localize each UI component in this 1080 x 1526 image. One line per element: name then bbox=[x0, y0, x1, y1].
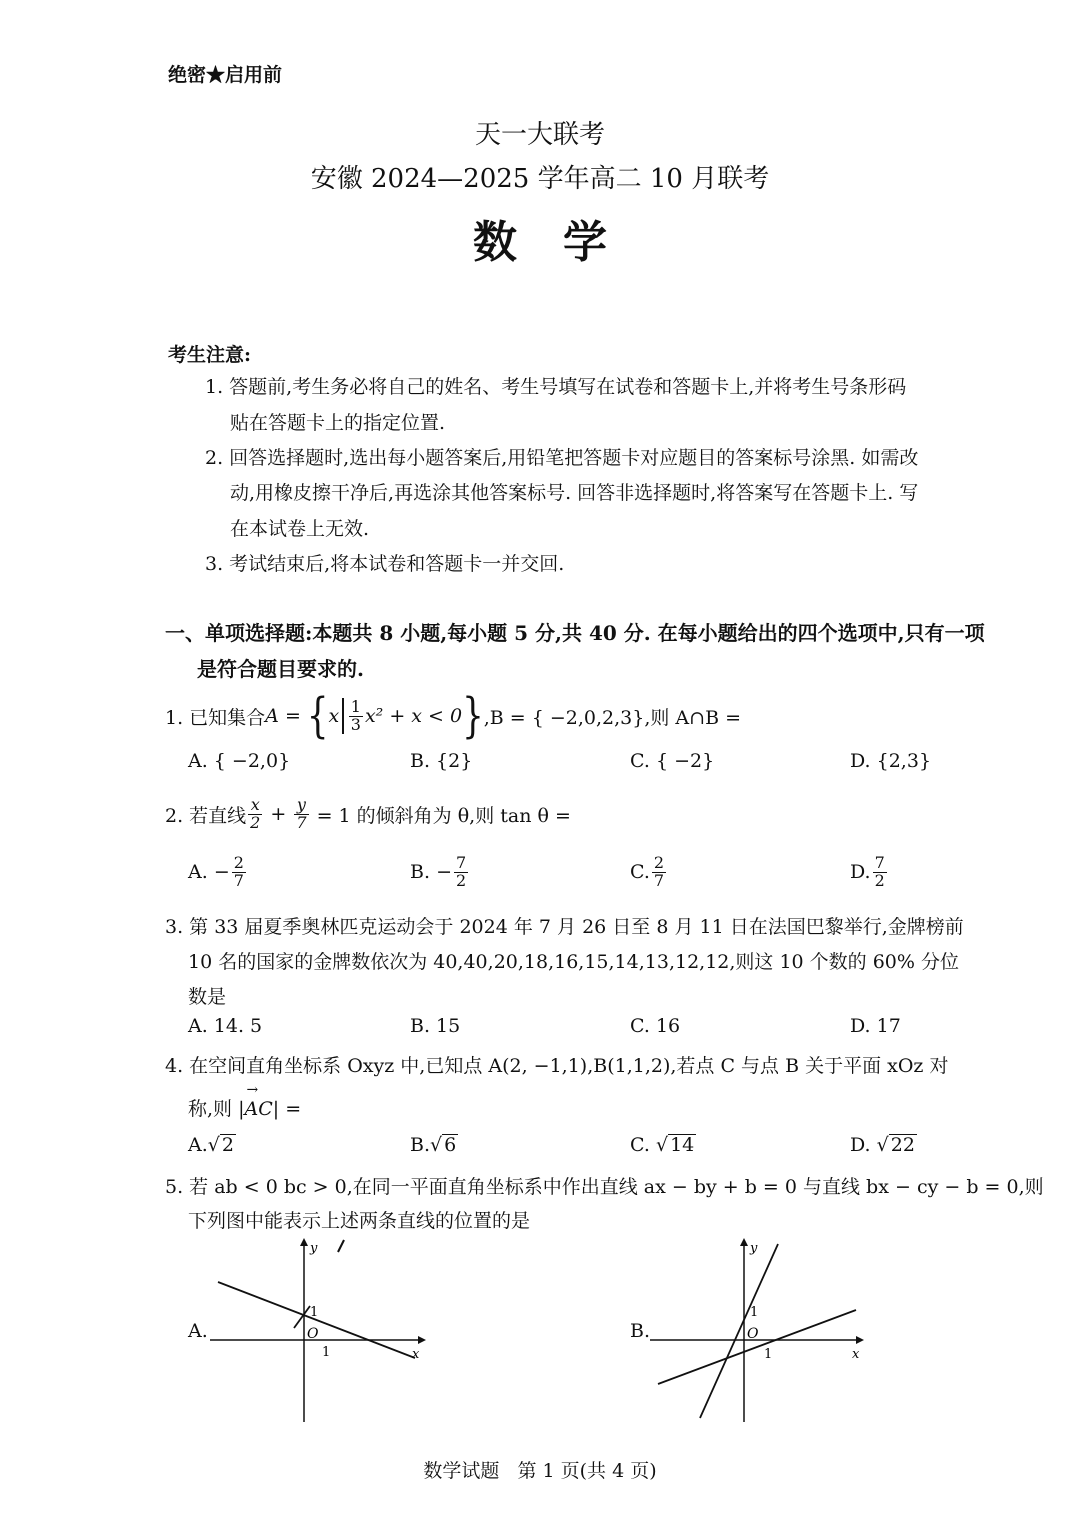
notice-line: 1. 答题前,考生务必将自己的姓名、考生号填写在试卷和答题卡上,并将考生号条形码 bbox=[205, 376, 907, 398]
figure-b-x-arrow bbox=[856, 1336, 864, 1344]
q2-option-b: B. − $\frac{7}{2}$ bbox=[410, 852, 467, 890]
figure-b-y-arrow bbox=[740, 1238, 748, 1246]
figure-a-line-mark bbox=[338, 1240, 344, 1252]
notice-title: 考生注意: bbox=[168, 344, 252, 366]
question-2: 2. 若直线 $\frac{x}{2}$ + $\frac{y}{7}$ = 1 的倾斜角为 θ,则 tan θ = bbox=[165, 794, 571, 832]
q4-option-b: B.√ 6 bbox=[410, 1134, 457, 1156]
q3-option-d: D. 17 bbox=[850, 1015, 901, 1037]
section-heading-cont: 是符合题目要求的. bbox=[197, 657, 364, 681]
figure-a-x-arrow bbox=[418, 1336, 426, 1344]
question-3-line: 3. 第 33 届夏季奥林匹克运动会于 2024 年 7 月 26 日至 8 月 11 日在法国巴黎举行,金牌榜前 bbox=[165, 916, 964, 938]
page-footer: 数学试题 第 1 页(共 4 页) bbox=[423, 1460, 657, 1482]
q4-option-c: C. √ 14 bbox=[630, 1134, 695, 1156]
figure-a-x-label: x bbox=[412, 1347, 420, 1362]
figure-a-one-x: 1 bbox=[322, 1345, 331, 1360]
question-3-line: 10 名的国家的金牌数依次为 40,40,20,18,16,15,14,13,12,12,则这 10 个数的 60% 分位 bbox=[188, 951, 959, 973]
figure-b-origin: O bbox=[747, 1326, 759, 1342]
figure-b-label: B. bbox=[630, 1320, 651, 1342]
q1-option-a: A. { −2,0} bbox=[188, 750, 291, 772]
secret-mark: 绝密★启用前 bbox=[168, 64, 283, 86]
figure-a-label: A. bbox=[188, 1320, 208, 1342]
question-3-line: 数是 bbox=[188, 986, 227, 1008]
figure-b-x-label: x bbox=[852, 1347, 860, 1362]
q1-option-c: C. { −2} bbox=[630, 750, 715, 772]
notice-line: 在本试卷上无效. bbox=[230, 518, 370, 540]
q3-option-c: C. 16 bbox=[630, 1015, 681, 1037]
notice-line: 3. 考试结束后,将本试卷和答题卡一并交回. bbox=[205, 553, 565, 575]
q2-option-a: A. − $\frac{2}{7}$ bbox=[188, 852, 244, 890]
q2-option-d: D. $\frac{7}{2}$ bbox=[850, 852, 885, 890]
q4-option-d: D. √ 22 bbox=[850, 1134, 915, 1156]
figure-b-one-x: 1 bbox=[764, 1347, 773, 1362]
figure-a-origin: O bbox=[307, 1326, 319, 1342]
q3-option-a: A. 14. 5 bbox=[188, 1015, 263, 1037]
figure-b bbox=[650, 1236, 870, 1422]
q3-option-b: B. 15 bbox=[410, 1015, 461, 1037]
q1-option-b: B. {2} bbox=[410, 750, 473, 772]
question-5-line: 5. 若 ab < 0 bc > 0,在同一平面直角坐标系中作出直线 ax − by + b = 0 与直线 bx − cy − b = 0,则 bbox=[165, 1176, 1044, 1198]
figure-a-y-arrow bbox=[300, 1238, 308, 1246]
figure-b-y-label: y bbox=[750, 1241, 758, 1256]
question-4-line: 4. 在空间直角坐标系 Oxyz 中,已知点 A(2, −1,1),B(1,1,2),若点 C 与点 B 关于平面 xOz 对 bbox=[165, 1055, 949, 1077]
figure-b-one-y: 1 bbox=[750, 1305, 759, 1320]
exam-org: 天一大联考 bbox=[474, 120, 605, 150]
figure-b-line-2 bbox=[658, 1310, 856, 1384]
exam-title: 安徽 2024—2025 学年高二 10 月联考 bbox=[310, 164, 770, 194]
figure-a-y-label: y bbox=[310, 1241, 318, 1256]
figure-a-one-y: 1 bbox=[310, 1305, 319, 1320]
question-1: 1. 已知集合 A = { x $\frac{1}{3}$ x² + x < 0 } ,B = { −2,0,2,3},则 A∩B = bbox=[165, 688, 741, 744]
section-heading: 一、单项选择题:本题共 8 小题,每小题 5 分,共 40 分. 在每小题给出的四个选项中,只有一项 bbox=[165, 621, 985, 645]
subject-title: 数 学 bbox=[473, 217, 607, 268]
q4-option-a: A.√ 2 bbox=[188, 1134, 234, 1156]
figure-a-line-1 bbox=[218, 1282, 415, 1358]
notice-line: 贴在答题卡上的指定位置. bbox=[230, 412, 446, 434]
question-5-line: 下列图中能表示上述两条直线的位置的是 bbox=[188, 1210, 531, 1232]
notice-line: 2. 回答选择题时,选出每小题答案后,用铅笔把答题卡对应题目的答案标号涂黑. 如需改 bbox=[205, 447, 919, 469]
notice-line: 动,用橡皮擦干净后,再选涂其他答案标号. 回答非选择题时,将答案写在答题卡上. 写 bbox=[230, 482, 919, 504]
figure-a bbox=[210, 1236, 430, 1422]
q2-option-c: C. $\frac{2}{7}$ bbox=[630, 852, 665, 890]
figure-b-line-1 bbox=[700, 1244, 778, 1418]
question-4-line: 称,则 |→ AC| = bbox=[188, 1094, 301, 1121]
q1-option-d: D. {2,3} bbox=[850, 750, 932, 772]
